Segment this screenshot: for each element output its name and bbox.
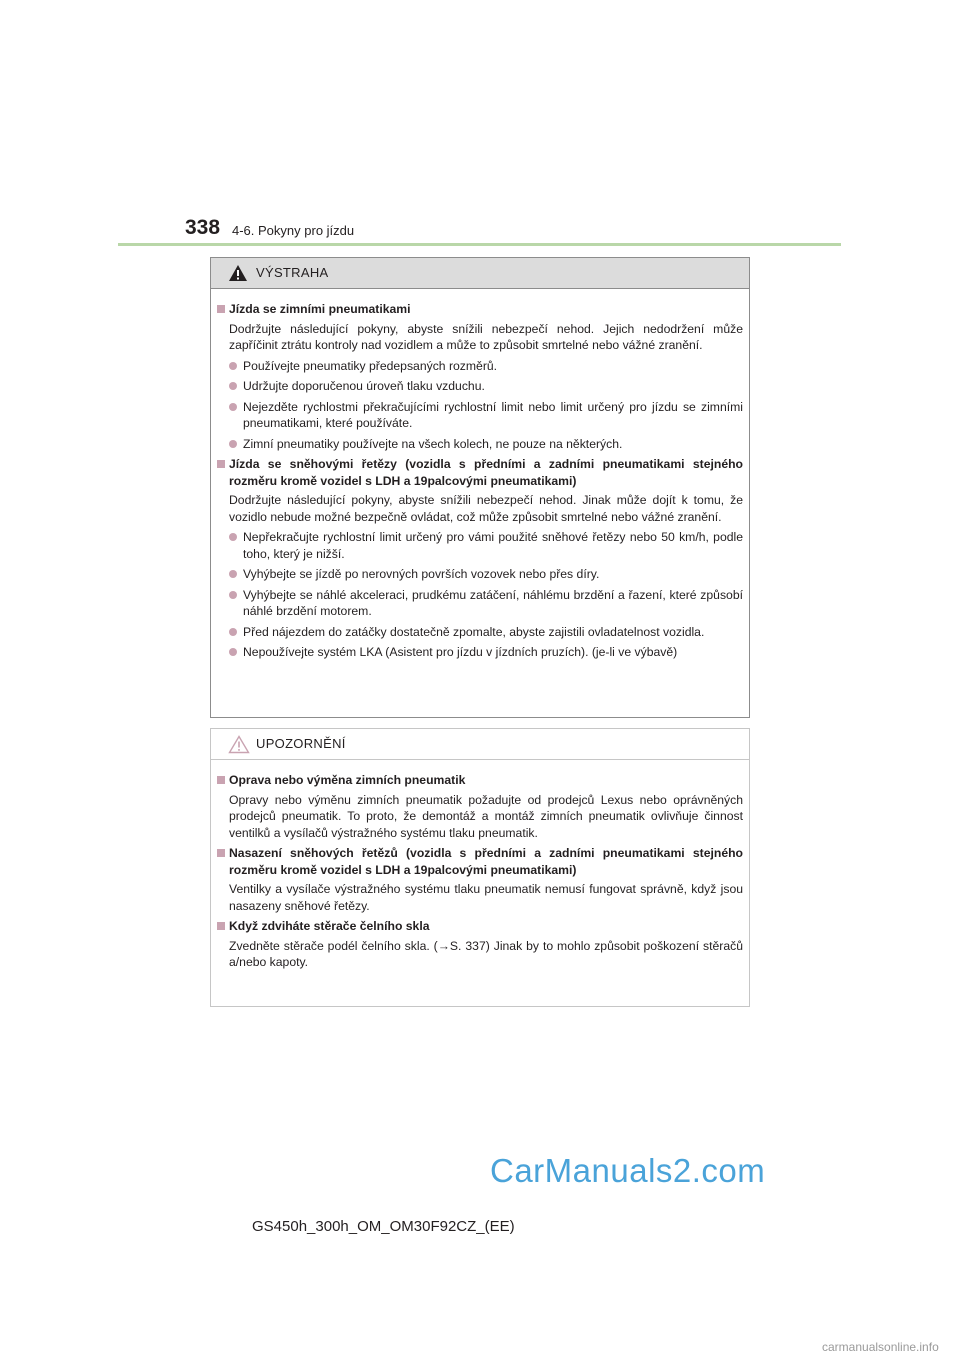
caution-header xyxy=(211,729,749,760)
caution-box xyxy=(210,728,750,1007)
section-heading: Jízda se zimními pneumatikami xyxy=(217,301,743,318)
round-bullet-icon xyxy=(229,362,237,370)
list-item: Před nájezdem do zatáčky dostatečně zpomalte, abyste zajistili ovladatelnost vozidla. xyxy=(217,624,743,641)
round-bullet-icon xyxy=(229,382,237,390)
section-heading: Nasazení sněhových řetězů (vozidla s předními a zadními pneumatikami stejného rozměru kromě vozidel s LDH a 19palcovými pneumatikami) xyxy=(217,845,743,878)
list-item: Nepřekračujte rychlostní limit určený pro vámi použité sněhové řetězy nebo 50 km/h, podle toho, který je nižší. xyxy=(217,529,743,562)
section-heading: Oprava nebo výměna zimních pneumatik xyxy=(217,772,743,789)
square-bullet-icon xyxy=(217,922,225,930)
document-code: GS450h_300h_OM_OM30F92CZ_(EE) xyxy=(252,1218,515,1235)
square-bullet-icon xyxy=(217,849,225,857)
warning-content xyxy=(217,301,743,661)
square-bullet-icon xyxy=(217,460,225,468)
page-number: 338 xyxy=(185,216,221,239)
header-divider xyxy=(118,243,841,246)
list-item: Nejezděte rychlostmi překračujícími rychlostní limit nebo limit určený pro jízdu se zimními pneumatikami, které používáte. xyxy=(217,399,743,432)
round-bullet-icon xyxy=(229,591,237,599)
list-item: Udržujte doporučenou úroveň tlaku vzduchu. xyxy=(217,378,743,395)
round-bullet-icon xyxy=(229,628,237,636)
warning-header xyxy=(211,258,749,289)
section-title: 4-6. Pokyny pro jízdu xyxy=(232,223,355,238)
warning-box xyxy=(210,257,750,718)
section-text: Opravy nebo výměnu zimních pneumatik požadujte od prodejců Lexus nebo oprávněných prodejců pneumatik. To proto, že demontáž a montáž zimních pneumatik ovlivňuje činnost ventilků a vysílačů výstražného systému tlaku pneumatik. xyxy=(229,792,743,840)
warning-triangle-icon xyxy=(228,264,248,282)
square-bullet-icon xyxy=(217,305,225,313)
list-item: Používejte pneumatiky předepsaných rozměrů. xyxy=(217,358,743,375)
section-heading: Jízda se sněhovými řetězy (vozidla s předními a zadními pneumatikami stejného rozměru kromě vozidel s LDH a 19palcovými pneumatikami) xyxy=(217,456,743,489)
caution-content xyxy=(217,772,743,971)
watermark-logo: CarManuals2.com xyxy=(490,1152,766,1189)
warning-title: VÝSTRAHA xyxy=(256,265,329,280)
list-item: Vyhýbejte se náhlé akceleraci, prudkému zatáčení, náhlému brzdění a řazení, které způsobí náhlé brzdění motorem. xyxy=(217,587,743,620)
caution-triangle-icon xyxy=(228,735,250,754)
round-bullet-icon xyxy=(229,570,237,578)
section-heading: Když zdviháte stěrače čelního skla xyxy=(217,918,743,935)
round-bullet-icon xyxy=(229,533,237,541)
section-text: Dodržujte následující pokyny, abyste snížili nebezpečí nehod. Jejich nedodržení může zapříčinit ztrátu kontroly nad vozidlem a může to způsobit smrtelné nebo vážné zranění. xyxy=(229,321,743,352)
section-text: Zvedněte stěrače podél čelního skla. (→S. 337) Jinak by to mohlo způsobit poškození stěračů a/nebo kapoty. xyxy=(229,938,743,969)
list-item: Zimní pneumatiky používejte na všech kolech, ne pouze na některých. xyxy=(217,436,743,453)
round-bullet-icon xyxy=(229,403,237,411)
round-bullet-icon xyxy=(229,440,237,448)
round-bullet-icon xyxy=(229,648,237,656)
list-item: Vyhýbejte se jízdě po nerovných površích vozovek nebo přes díry. xyxy=(217,566,743,583)
square-bullet-icon xyxy=(217,776,225,784)
site-watermark: carmanualsonline.info xyxy=(822,1340,939,1354)
list-item: Nepoužívejte systém LKA (Asistent pro jízdu v jízdních pruzích). (je-li ve výbavě) xyxy=(217,644,743,661)
section-text: Ventilky a vysílače výstražného systému tlaku pneumatik nemusí fungovat správně, když jsou nasazeny sněhové řetězy. xyxy=(229,882,743,913)
caution-title: UPOZORNĚNÍ xyxy=(256,736,346,751)
section-text: Dodržujte následující pokyny, abyste snížili nebezpečí nehod. Jinak může dojít k tomu, že vozidlo nebude možné bezpečně ovládat, což může způsobit smrtelné nebo vážné zranění. xyxy=(229,493,743,524)
